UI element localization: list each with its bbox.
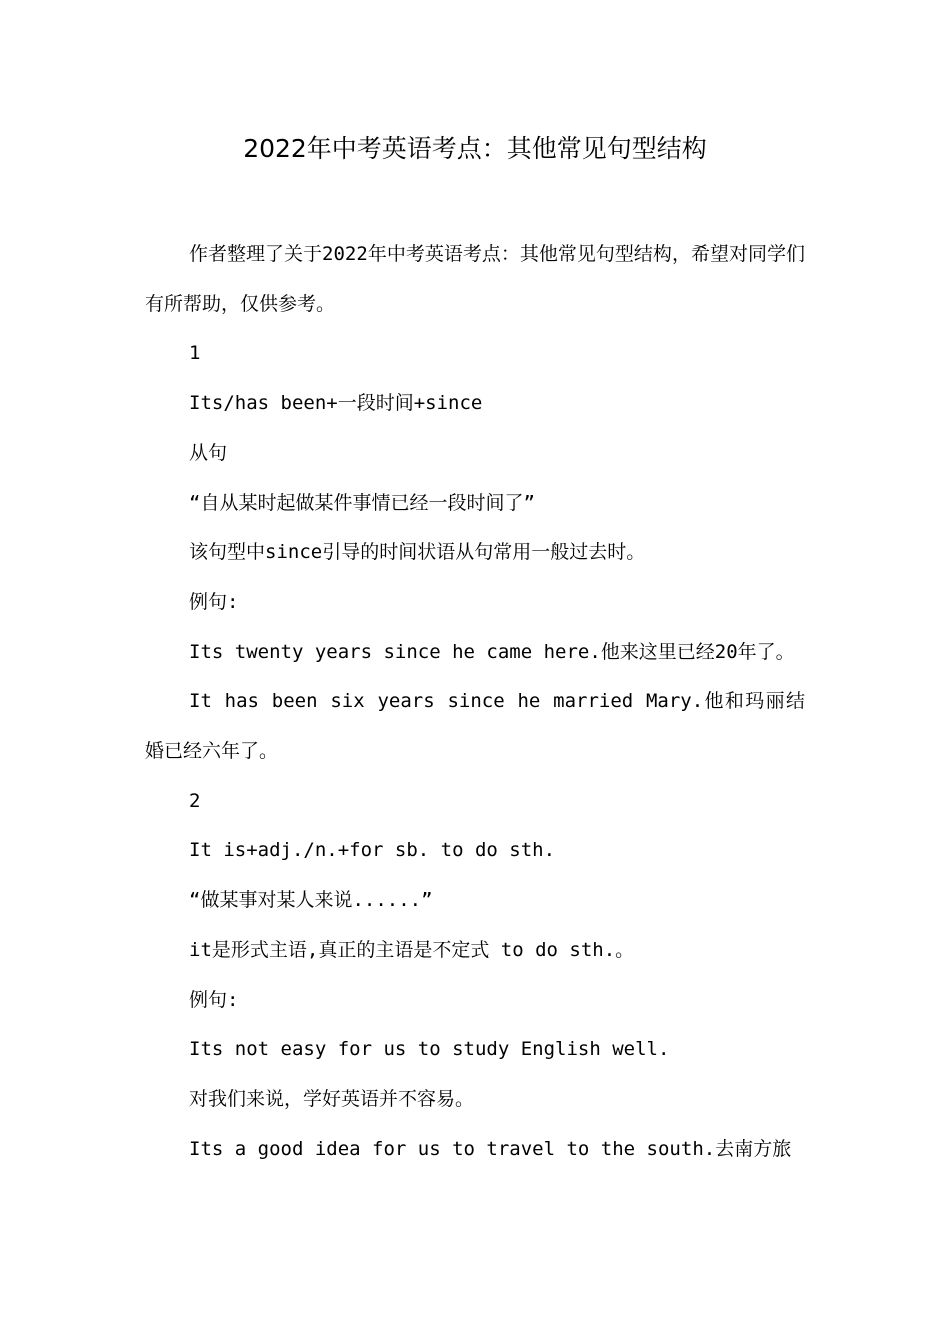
intro-paragraph: 作者整理了关于2022年中考英语考点：其他常见句型结构，希望对同学们有所帮助，仅供参考。 xyxy=(145,243,805,315)
section-number: 2 xyxy=(189,789,201,812)
example-translation: 对我们来说，学好英语并不容易。 xyxy=(189,1087,475,1110)
example-sentence: Its not easy for us to study English well. xyxy=(189,1038,670,1061)
meaning-line: “做某事对某人来说......” xyxy=(189,889,433,912)
example-label: 例句: xyxy=(189,590,239,613)
pattern-line: 从句 xyxy=(189,441,228,464)
explanation-line: 该句型中since引导的时间状语从句常用一般过去时。 xyxy=(189,541,646,564)
example-label: 例句: xyxy=(189,988,239,1011)
explanation-line: it是形式主语,真正的主语是不定式 to do sth.。 xyxy=(189,938,635,961)
pattern-line: Its/has been+一段时间+since xyxy=(189,392,483,415)
example-sentence: It has been six years since he married Mary.他和玛丽结婚已经六年了。 xyxy=(145,690,805,763)
document-body xyxy=(145,230,805,1174)
pattern-line: It is+adj./n.+for sb. to do sth. xyxy=(189,839,556,862)
meaning-line: “自从某时起做某件事情已经一段时间了” xyxy=(189,491,535,514)
section-number: 1 xyxy=(189,342,201,365)
page-title: 2022年中考英语考点：其他常见句型结构 xyxy=(243,134,707,163)
example-sentence: Its twenty years since he came here.他来这里已经20年了。 xyxy=(189,640,795,663)
example-sentence: Its a good idea for us to travel to the south.去南方旅 xyxy=(189,1137,792,1160)
